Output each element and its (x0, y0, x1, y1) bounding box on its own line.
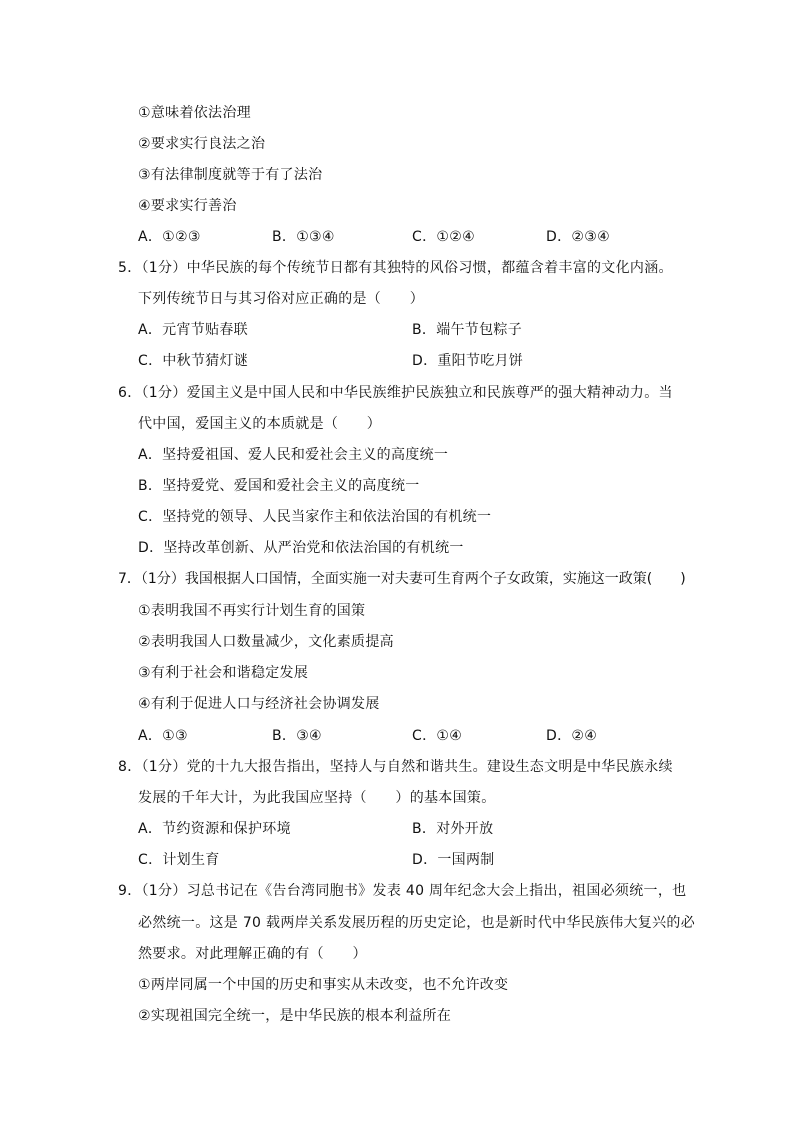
q4-statement-3: ③有法律制度就等于有了法治 (138, 167, 323, 183)
q4-option-c: C．①②④ (412, 229, 475, 245)
q7-stem-line-1: 7．（1分）我国根据人口国情，全面实施一对夫妻可生育两个子女政策，实施这一政策( ) (118, 571, 686, 587)
q9-statement-2: ②实现祖国完全统一，是中华民族的根本利益所在 (138, 1008, 452, 1024)
q7-option-a: A．①③ (138, 728, 188, 744)
q8-option-b: B．对外开放 (412, 821, 494, 837)
q9-stem-line-1: 9．（1分）习总书记在《告台湾同胞书》发表 40 周年纪念大会上指出，祖国必须统一，也 (118, 883, 687, 899)
q5-option-c: C．中秋节猜灯谜 (138, 353, 249, 369)
q4-statement-2: ②要求实行良法之治 (138, 136, 266, 152)
q9-stem-line-2: 必然统一。这是 70 载两岸关系发展历程的历史定论，也是新时代中华民族伟大复兴的必 (138, 915, 696, 931)
q4-statement-1: ①意味着依法治理 (138, 105, 251, 121)
q7-option-d: D．②④ (546, 728, 598, 744)
q6-option-d: D．坚持改革创新、从严治党和依法治国的有机统一 (138, 540, 464, 556)
q5-stem-line-2: 下列传统节日与其习俗对应正确的是（ ） (138, 291, 424, 307)
q8-stem-line-2: 发展的千年大计，为此我国应坚持（ ）的基本国策。 (138, 790, 496, 806)
q9-statement-1: ①两岸同属一个中国的历史和事实从未改变，也不允许改变 (138, 977, 509, 993)
q4-option-a: A．①②③ (138, 229, 201, 245)
q5-option-b: B．端午节包粽子 (412, 322, 523, 338)
q8-option-a: A．节约资源和保护环境 (138, 821, 291, 837)
q8-stem-line-1: 8．（1分）党的十九大报告指出，坚持人与自然和谐共生。建设生态文明是中华民族永续 (118, 759, 673, 775)
q6-stem-line-2: 代中国，爱国主义的本质就是（ ） (138, 416, 382, 432)
q7-option-c: C．①④ (412, 728, 463, 744)
q7-statement-1: ①表明我国不再实行计划生育的国策 (138, 603, 366, 619)
q5-option-d: D．重阳节吃月饼 (412, 353, 524, 369)
q7-statement-2: ②表明我国人口数量减少，文化素质提高 (138, 634, 394, 650)
q6-option-c: C．坚持党的领导、人民当家作主和依法治国的有机统一 (138, 509, 492, 525)
q4-option-d: D．②③④ (546, 229, 610, 245)
q9-stem-line-3: 然要求。对此理解正确的有（ ） (138, 946, 367, 962)
q7-statement-4: ④有利于促进人口与经济社会协调发展 (138, 696, 380, 712)
q8-option-d: D．一国两制 (412, 852, 495, 868)
q4-option-b: B．①③④ (272, 229, 335, 245)
q6-option-a: A．坚持爱祖国、爱人民和爱社会主义的高度统一 (138, 447, 449, 463)
q7-option-b: B．③④ (272, 728, 322, 744)
q8-option-c: C．计划生育 (138, 852, 220, 868)
q7-statement-3: ③有利于社会和谐稳定发展 (138, 665, 309, 681)
q6-option-b: B．坚持爱党、爱国和爱社会主义的高度统一 (138, 478, 420, 494)
q5-option-a: A．元宵节贴春联 (138, 322, 248, 338)
q4-statement-4: ④要求实行善治 (138, 198, 237, 214)
q5-stem-line-1: 5．（1分）中华民族的每个传统节日都有其独特的风俗习惯，都蕴含着丰富的文化内涵。 (118, 260, 673, 276)
q6-stem-line-1: 6．（1分）爱国主义是中国人民和中华民族维护民族独立和民族尊严的强大精神动力。当 (118, 385, 673, 401)
